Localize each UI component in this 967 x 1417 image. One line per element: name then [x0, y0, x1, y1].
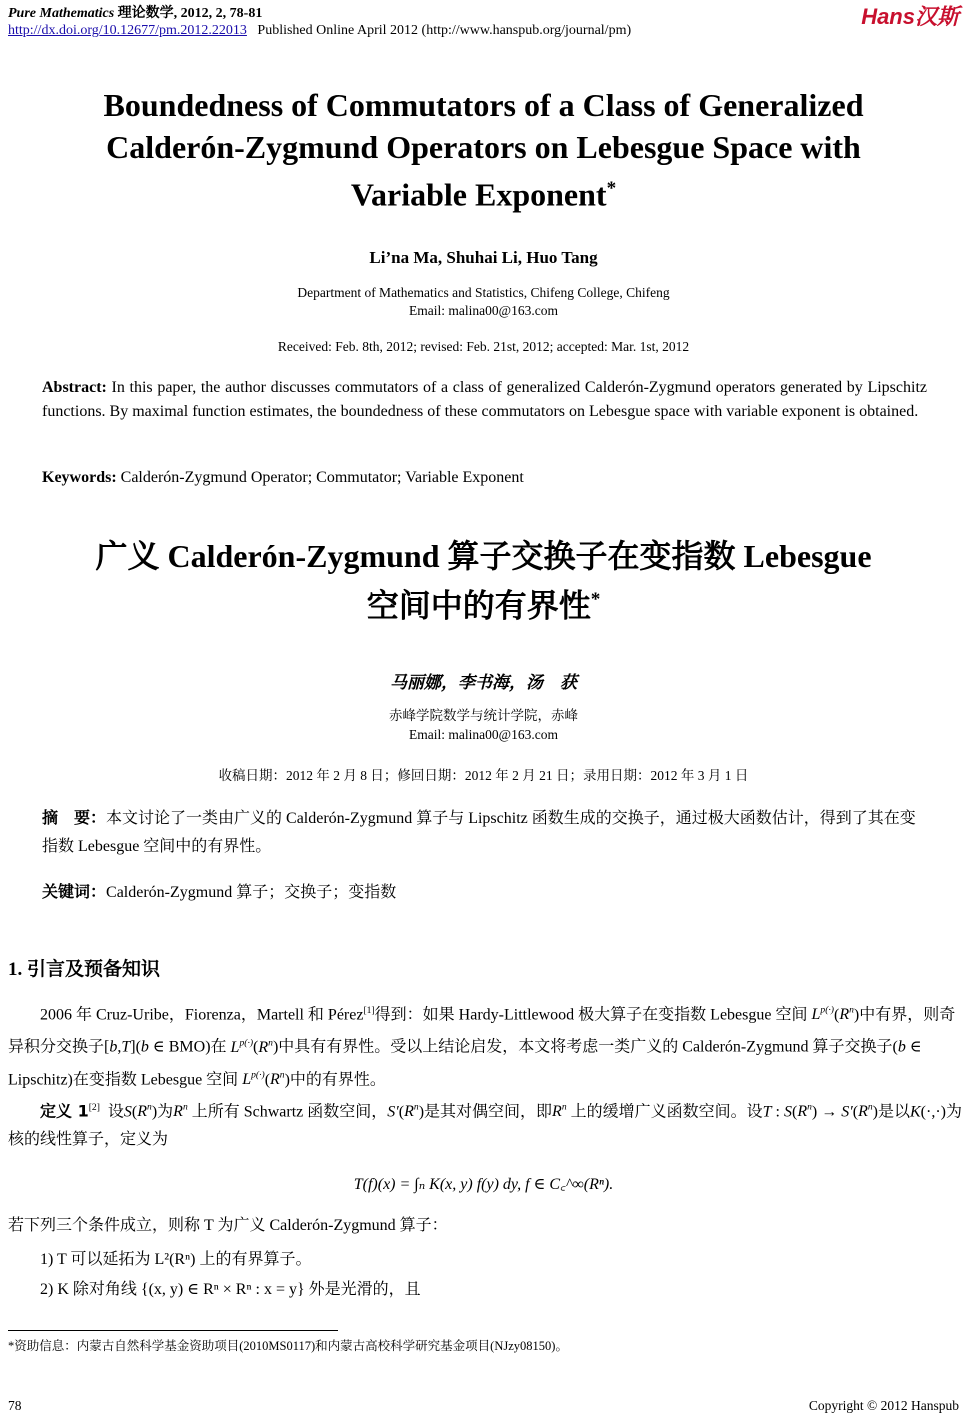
condition-1: 1) T 可以延拓为 L²(Rⁿ) 上的有界算子。: [40, 1251, 312, 1268]
funding-footnote: *资助信息：内蒙古自然科学基金资助项目(2010MS0117)和内蒙古高校科学研究基金项目(NJzy08150)。: [8, 1339, 568, 1353]
english-title: [0, 84, 967, 216]
english-authors: Li’na Ma, Shuhai Li, Huo Tang: [369, 248, 598, 267]
affiliation-text: Department of Mathematics and Statistics, Chifeng College, Chifeng: [297, 285, 670, 300]
chinese-keywords: [42, 880, 927, 905]
title-line-1: Boundedness of Commutators of a Class of Generalized: [103, 87, 864, 123]
condition-2: 2) K 除对角线 {(x, y) ∈ Rⁿ × Rⁿ : x = y} 外是光滑的，且: [40, 1281, 421, 1298]
definition-1: 定义 1[2] 设$S(R^n)$为$R^n$ 上所有 Schwartz 函数空间，$S'(R^n)$是其对偶空间，即$R^n$ 上的缓增广义函数空间。设T : $S(R^n) \to S'(R^n)$是以K(·,·)为核的线性算子，定义为: [8, 1101, 962, 1149]
journal-header: [8, 2, 262, 22]
cn-affiliation-text: 赤峰学院数学与统计学院，赤峰: [389, 708, 578, 723]
english-keywords: [42, 466, 927, 490]
chinese-abstract: [42, 804, 927, 861]
copyright: Copyright © 2012 Hanspub: [808, 1398, 959, 1413]
cn-abstract-text: 本文讨论了一类由广义的 Calderón-Zygmund 算子与 Lipschitz 函数生成的交换子，通过极大函数估计，得到了其在变指数 Lebesgue 空间中的有界性。: [42, 810, 916, 855]
section-heading: 1. 引言及预备知识: [8, 959, 161, 980]
chinese-title: [0, 534, 967, 628]
published-online: Published Online April 2012 (http://www.hanspub.org/journal/pm): [257, 23, 632, 38]
abstract-label: Abstract:: [42, 379, 107, 396]
cn-abstract-label: 摘 要：: [42, 808, 107, 827]
cn-title-line-1: 广义 Calderón-Zygmund 算子交换子在变指数 Lebesgue: [95, 538, 872, 574]
footnote-divider: [8, 1330, 338, 1331]
chinese-affiliation: [0, 706, 967, 744]
journal-name-cn: 理论数学, 2012, 2, 78-81: [117, 6, 263, 21]
intro-paragraph: 2006 年 Cruz-Uribe，Fiorenza，Martell 和 Pérez[1]得到：如果 Hardy-Littlewood 极大算子在变指数 Lebesgue 空间 $L^{p(\cdot)}(R^n)$中有界，则奇异积分交换子[b,T](b ∈ BMO)在 $L^{p(\cdot)}(R^n)$中具有有界性。受以上结论启发，本文将考虑一类广义的 Calderón-Zygmund 算子交换子(b ∈ Lipschitz)在变指数 Lebesgue 空间 $L^{p(\cdot)}(R^n)$中的有界性。: [8, 1005, 956, 1088]
title-line-2: Calderón-Zygmund Operators on Lebesgue Space with: [106, 129, 861, 165]
english-abstract: [42, 376, 927, 424]
doi-link[interactable]: http://dx.doi.org/10.12677/pm.2012.22013: [8, 23, 247, 38]
doi-line: [8, 23, 631, 39]
keywords-text: Calderón-Zygmund Operator; Commutator; Variable Exponent: [120, 469, 524, 486]
chinese-authors: 马丽娜，李书海，汤 获: [390, 673, 577, 692]
abstract-text: In this paper, the author discusses commutators of a class of generalized Calderón-Zygmund operators generated by Lipschitz functions. By maximal function estimates, the boundedness of these commutators on Lebesgue space with variable exponent is obtained.: [42, 379, 928, 420]
operator-formula: T(f)(x) = ∫ₙ K(x, y) f(y) dy, f ∈ C꜀^∞(Rⁿ).: [353, 1176, 614, 1193]
cn-keywords-text: Calderón-Zygmund 算子；交换子；变指数: [106, 884, 397, 901]
page-number: 78: [8, 1398, 22, 1413]
cn-keywords-label: 关键词：: [42, 882, 107, 901]
english-affiliation: [0, 284, 967, 320]
email-text: Email: malina00@163.com: [409, 303, 558, 318]
english-received-dates: Received: Feb. 8th, 2012; revised: Feb. 21st, 2012; accepted: Mar. 1st, 2012: [277, 339, 690, 354]
journal-name: Pure Mathematics: [8, 6, 115, 21]
title-line-3: Variable Exponent*: [350, 176, 617, 213]
keywords-label: Keywords:: [42, 469, 117, 486]
conditions-intro: 若下列三个条件成立，则称 T 为广义 Calderón-Zygmund 算子：: [8, 1217, 448, 1234]
chinese-received-dates: 收稿日期：2012 年 2 月 8 日；修回日期：2012 年 2 月 21 日；录用日期：2012 年 3 月 1 日: [218, 768, 749, 783]
hans-logo: Hans汉斯: [861, 4, 959, 29]
cn-email-text: Email: malina00@163.com: [409, 727, 558, 742]
cn-title-line-2: 空间中的有界性*: [366, 587, 601, 624]
